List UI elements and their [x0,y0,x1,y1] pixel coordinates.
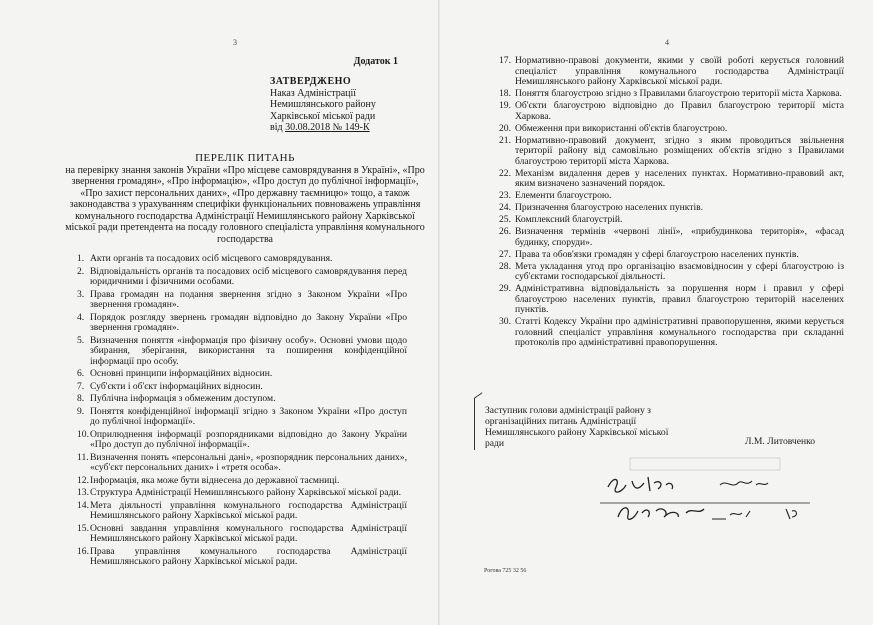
item-number: 3. [77,288,85,300]
item-number: 9. [77,405,85,417]
approval-line: Немишлянського району [270,99,376,110]
list-item [77,290,407,311]
list-item [499,169,844,190]
item-number: 24. [499,202,511,213]
item-number: 7. [77,380,85,392]
item-number: 23. [499,190,511,201]
list-item [77,547,407,568]
page-number: 3 [233,38,237,47]
item-text: Визначення поняття «інформація про фізичну особу». Основні умови щодо збирання, зберігання, використання та поширення конфіденційної інформації про особу. [90,334,407,367]
list-item [77,453,407,474]
item-text: Структура Адміністрації Немишлянського району Харківської міської ради. [90,487,401,498]
approval-number: № 149-К [330,122,370,133]
item-text: Мета діяльності управління комунального господарства Адміністрації Немишлянського району Харківської міської ради. [90,499,407,521]
item-text: Обмеження при використанні об'єктів благоустрою. [515,122,728,134]
list-item [499,101,844,122]
approval-date: 30.08.2018 [285,122,331,133]
list-item [77,369,407,380]
list-item [77,488,407,499]
item-number: 21. [499,134,511,146]
item-text: Елементи благоустрою. [515,190,612,201]
item-number: 8. [77,393,85,404]
item-text: Права та обов'язки громадян у сфері благоустрою населених пунктів. [515,248,799,260]
item-number: 14. [77,499,89,511]
item-text: Порядок розгляду звернень громадян відповідно до Закону України «Про звернення громадян». [90,311,407,333]
list-item [77,407,407,428]
list-item [499,262,844,283]
approval-block [270,76,376,134]
page-number: 4 [665,38,669,47]
item-number: 18. [499,88,511,99]
item-text: Комплексний благоустрій. [515,214,623,225]
item-text: Права громадян на подання звернення згідно з Законом України «Про звернення громадян». [90,288,407,310]
list-item [77,254,407,265]
approval-line: Наказ Адміністрації [270,87,357,99]
list-item [499,250,844,261]
printer-note: Рогова 725 32 56 [484,568,527,574]
item-text: Мета укладання угод про організацію взаємовідносин у сфері благоустрою із суб'єктами господарської діяльності. [515,260,844,282]
item-text: Публічна інформація з обмеженим доступом. [90,393,276,404]
list-item [77,382,407,393]
item-number: 15. [77,522,89,534]
item-text: Суб'єкти і об'єкт інформаційних відносин. [90,380,263,392]
list-item [499,56,844,88]
item-text: Об'єкти благоустрою відповідно до Правил благоустрою території міста Харкова. [515,100,844,122]
heading-subtitle: на перевірку знання законів України «Про місцеве самоврядування в Україні», «Про звернення громадян», «Про інформацію», «Про доступ до публічної інформації», «Про захист персональних даних», «Про державну таємницю» тощо, а також законодавства з урахуванням специфіки функціональних повноважень управління комунального господарства Адміністрації Немишлянського району Харківської міської ради претендента на посаду головного спеціаліста управління комунального господарства [65,164,425,245]
item-number: 19. [499,100,511,111]
item-number: 30. [499,316,511,327]
item-text: Оприлюднення інформації розпорядниками відповідно до Закону України «Про доступ до публічної інформації». [90,428,407,450]
approval-line: Харківської міської ради [270,110,376,122]
signature-position: Заступник голови адміністрації району з організаційних питань Адміністрації Немишлянського району Харківської міської ради [485,405,669,449]
list-item [499,203,844,214]
item-text: Нормативно-правовий документ, згідно з яким проводиться звільнення території району від самовільно розміщених об'єктів згідно з Правилами благоустрою території міста Харкова. [515,134,844,167]
item-number: 16. [77,545,89,557]
question-list [77,254,407,570]
item-number: 10. [77,428,89,440]
list-item [77,313,407,334]
item-text: Визначення понять «персональні дані», «розпорядник персональних даних», «суб'єкт персональних даних» і «третя особа». [90,451,407,473]
list-item [77,476,407,487]
list-item [77,394,407,405]
item-number: 17. [499,55,511,66]
item-number: 20. [499,122,511,134]
item-number: 11. [77,451,89,463]
signature-name: Л.М. Литовченко [745,436,816,447]
list-heading [60,153,430,245]
item-number: 27. [499,248,511,260]
item-text: Призначення благоустрою населених пунктів. [515,202,704,213]
list-item [499,136,844,168]
item-number: 28. [499,260,511,272]
list-item [499,317,844,349]
item-text: Основні завдання управління комунального господарства Адміністрації Немишлянського району Харківської міської ради. [90,522,407,544]
item-text: Поняття благоустрою згідно з Правилами благоустрою території міста Харкова. [515,88,842,99]
item-number: 25. [499,214,511,225]
item-text: Статті Кодексу України про адміністративні правопорушення, якими керується головний спеціаліст управління комунального господарства при складанні протоколів про адміністративні правопорушення. [515,316,844,348]
list-item [77,501,407,522]
list-item [77,430,407,451]
list-item [499,89,844,100]
item-text: Акти органів та посадових осіб місцевого самоврядування. [90,253,333,264]
heading-title: ПЕРЕЛІК ПИТАНЬ [195,152,295,164]
list-item [77,524,407,545]
item-number: 5. [77,334,85,346]
item-number: 1. [77,253,85,264]
list-item [499,284,844,316]
item-text: Основні принципи інформаційних відносин. [90,368,273,379]
item-text: Поняття конфіденційної інформації згідно з Законом України «Про доступ до публічної інформації». [90,405,407,427]
list-item [499,215,844,226]
item-number: 13. [77,487,89,498]
item-number: 12. [77,474,89,486]
item-number: 4. [77,311,85,323]
handwritten-stamp [600,455,820,530]
item-number: 29. [499,283,511,294]
annex-label: Додаток 1 [353,56,398,67]
question-list [499,56,844,350]
approval-title: ЗАТВЕРДЖЕНО [270,76,352,87]
approval-date-line: від 30.08.2018 № 149-К [270,122,370,133]
item-text: Відповідальність органів та посадових осіб місцевого самоврядування перед юридичними і фізичними особами. [90,265,407,287]
item-text: Адміністративна відповідальність за порушення норм і правил у сфері благоустрою населених пунктів, правил благоустрою територій населених пунктів. [515,283,844,315]
item-number: 6. [77,368,85,379]
list-item [499,227,844,248]
item-text: Механізм видалення дерев у населених пунктах. Нормативно-правовий акт, яким визначено зазначений порядок. [515,167,844,189]
right-page [440,0,873,625]
item-number: 26. [499,226,511,237]
item-text: Права управління комунального господарства Адміністрації Немишлянського району Харківської міської ради. [90,545,407,567]
item-text: Інформація, яка може бути віднесена до державної таємниці. [90,474,340,486]
list-item [499,191,844,202]
item-text: Визначення термінів «червоні лінії», «прибудинкова територія», «фасад будинку, споруди». [515,226,844,248]
list-item [499,124,844,135]
item-number: 2. [77,265,85,277]
item-number: 22. [499,167,511,179]
list-item [77,267,407,288]
list-item [77,336,407,368]
item-text: Нормативно-правові документи, якими у своїй роботі керується головний спеціаліст управління комунального господарства Адміністрації Немишлянського району Харківської міської ради. [515,55,844,87]
